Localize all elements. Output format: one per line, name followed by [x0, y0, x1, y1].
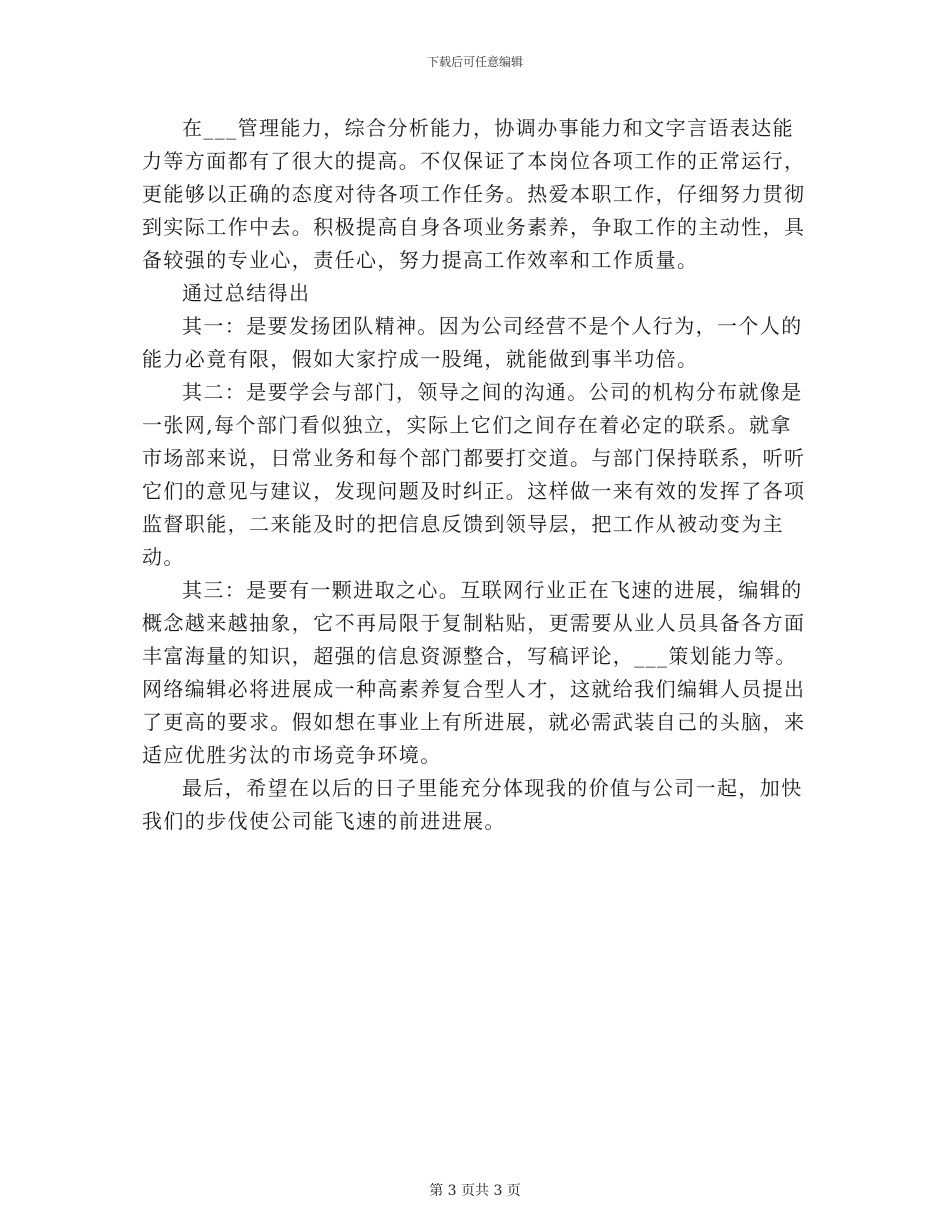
paragraph-summary-intro: 通过总结得出 — [182, 281, 311, 305]
paragraph-abilities: 在___管理能力，综合分析能力，协调办事能力和文字言语表达能力等方面都有了很大的提高。不仅保证了本岗位各项工作的正常运行，更能够以正确的态度对待各项工作任务。热爱本职工作，仔细努力贯彻到实际工作中去。积极提高自身各项业务素养，争取工作的主动性，具备较强的专业心，责任心，努力提高工作效率和工作质量。 — [142, 116, 806, 272]
page-footer: 第 3 页共 3 页 — [429, 1183, 521, 1199]
paragraph-point-three: 其三：是要有一颗进取之心。互联网行业正在飞速的进展，编辑的概念越来越抽象，它不再局限于复制粘贴，更需要从业人员具备各方面丰富海量的知识，超强的信息资源整合，写稿评论，___策划能力等。网络编辑必将进展成一种高素养复合型人才，这就给我们编辑人员提出了更高的要求。假如想在事业上有所进展，就必需武装自己的头脑，来适应优胜劣汰的市场竞争环境。 — [142, 578, 806, 767]
paragraph-point-two: 其二：是要学会与部门，领导之间的沟通。公司的机构分布就像是一张网,每个部门看似独立，实际上它们之间存在着必定的联系。就拿市场部来说，日常业务和每个部门都要打交道。与部门保持联系，听听它们的意见与建议，发现问题及时纠正。这样做一来有效的发挥了各项监督职能，二来能及时的把信息反馈到领导层，把工作从被动变为主动。 — [142, 380, 806, 569]
document-body — [142, 112, 810, 838]
page-header: 下载后可任意编辑 — [426, 55, 523, 69]
paragraph-conclusion: 最后，希望在以后的日子里能充分体现我的价值与公司一起，加快我们的步伐使公司能飞速的前进进展。 — [142, 776, 803, 833]
paragraph-point-one: 其一：是要发扬团队精神。因为公司经营不是个人行为，一个人的能力必竟有限，假如大家拧成一股绳，就能做到事半功倍。 — [142, 314, 803, 371]
